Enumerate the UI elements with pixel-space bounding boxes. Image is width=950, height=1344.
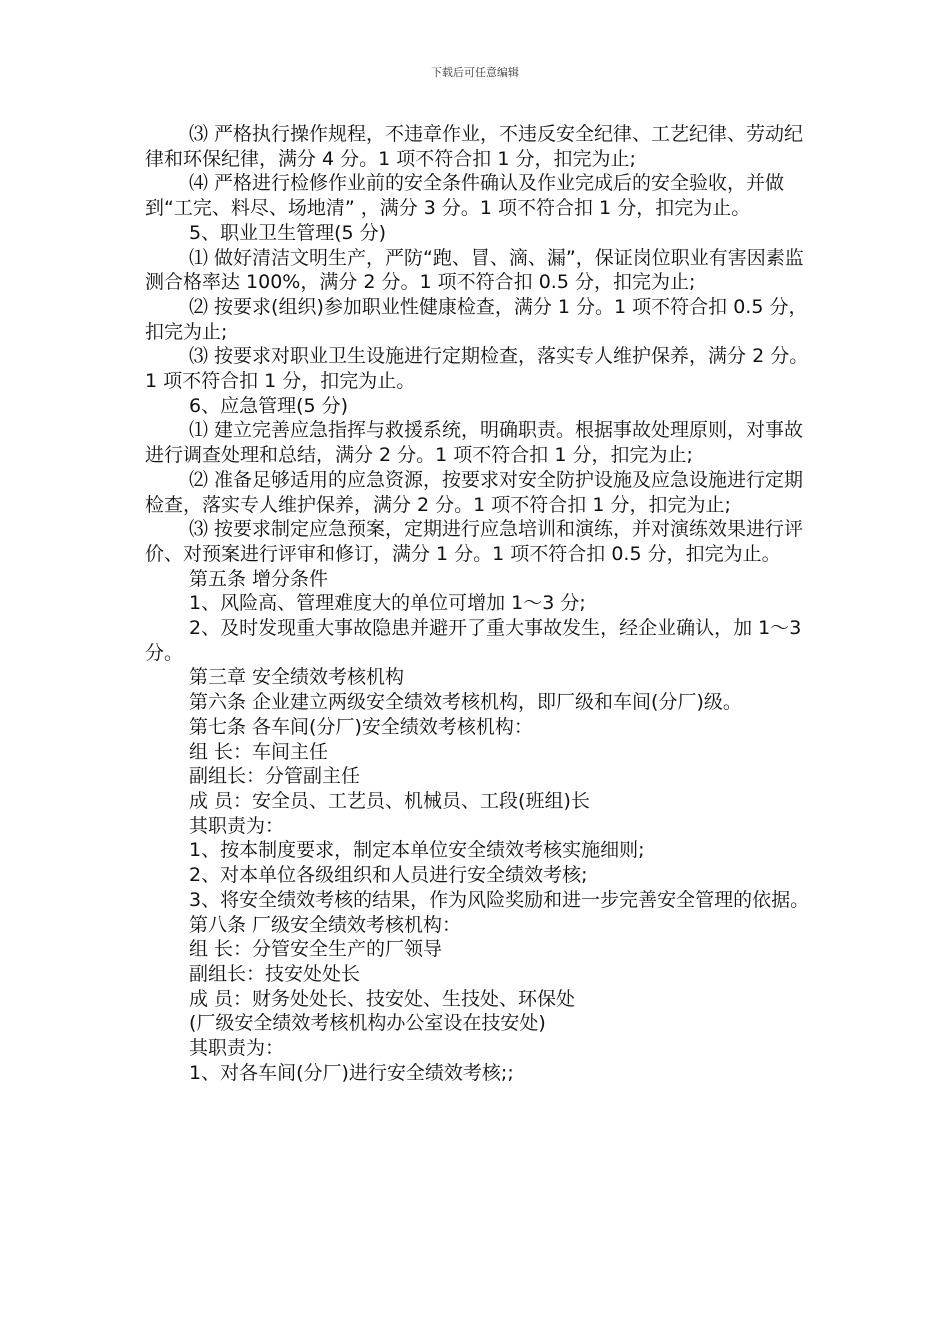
paragraph: 1、风险高、管理难度大的单位可增加 1～3 分; bbox=[189, 592, 586, 615]
paragraph: 1、对各车间(分厂)进行安全绩效考核;; bbox=[189, 1061, 514, 1084]
paragraph: ⑶ 按要求制定应急预案，定期进行应急培训和演练，并对演练效果进行评价、对预案进行评审和修订，满分 1 分。1 项不符合扣 0.5 分，扣完为止。 bbox=[145, 518, 804, 565]
paragraph: ⑵ 准备足够适用的应急资源，按要求对安全防护设施及应急设施进行定期检查，落实专人维护保养，满分 2 分。1 项不符合扣 1 分，扣完为止; bbox=[145, 468, 804, 516]
paragraph: ⑴ 做好清洁文明生产，严防“跑、冒、滴、漏”，保证岗位职业有害因素监测合格率达 100%，满分 2 分。1 项不符合扣 0.5 分，扣完为止; bbox=[145, 246, 804, 294]
paragraph: ⑵ 按要求(组织)参加职业性健康检查，满分 1 分。1 项不符合扣 0.5 分，扣完为止; bbox=[145, 295, 808, 343]
article-heading: 第五条 增分条件 bbox=[189, 567, 329, 590]
paragraph: 其职责为： bbox=[189, 1037, 285, 1060]
paragraph: 组 长：车间主任 bbox=[189, 740, 329, 763]
paragraph: 成 员：财务处处长、技安处、生技处、环保处 bbox=[189, 987, 576, 1010]
page-header: 下载后可任意编辑 bbox=[431, 66, 519, 79]
paragraph: ⑷ 严格进行检修作业前的安全条件确认及作业完成后的安全验收，并做到“工完、料尽、场地清” ，满分 3 分。1 项不符合扣 1 分，扣完为止。 bbox=[145, 172, 785, 220]
paragraph: 组 长：分管安全生产的厂领导 bbox=[189, 938, 443, 961]
paragraph: 其职责为： bbox=[189, 814, 285, 837]
section-heading: 6、应急管理(5 分) bbox=[189, 394, 349, 417]
article-heading: 第七条 各车间(分厂)安全绩效考核机构： bbox=[189, 715, 533, 738]
paragraph: (厂级安全绩效考核机构办公室设在技安处) bbox=[189, 1012, 546, 1035]
paragraph: 3、将安全绩效考核的结果，作为风险奖励和进一步完善安全管理的依据。 bbox=[189, 888, 810, 911]
paragraph: 副组长：技安处处长 bbox=[189, 962, 361, 985]
paragraph: 2、及时发现重大事故隐患并避开了重大事故发生，经企业确认，加 1～3 分。 bbox=[145, 617, 802, 664]
chapter-heading: 第三章 安全绩效考核机构 bbox=[189, 666, 405, 689]
paragraph: 第六条 企业建立两级安全绩效考核机构，即厂级和车间(分厂)级。 bbox=[189, 691, 742, 714]
section-heading: 5、职业卫生管理(5 分) bbox=[189, 221, 387, 244]
paragraph: 1、按本制度要求，制定本单位安全绩效考核实施细则; bbox=[189, 839, 645, 862]
paragraph: ⑴ 建立完善应急指挥与救援系统，明确职责。根据事故处理原则，对事故进行调查处理和总结，满分 2 分。1 项不符合扣 1 分，扣完为止; bbox=[145, 419, 804, 467]
article-heading: 第八条 厂级安全绩效考核机构： bbox=[189, 913, 462, 936]
paragraph: 成 员：安全员、工艺员、机械员、工段(班组)长 bbox=[189, 789, 590, 812]
paragraph: 2、对本单位各级组织和人员进行安全绩效考核; bbox=[189, 864, 588, 887]
paragraph: 副组长：分管副主任 bbox=[189, 765, 361, 788]
paragraph: ⑶ 按要求对职业卫生设施进行定期检查，落实专人维护保养，满分 2 分。1 项不符合扣 1 分，扣完为止。 bbox=[145, 345, 809, 393]
document-body bbox=[145, 122, 815, 1085]
paragraph: ⑶ 严格执行操作规程，不违章作业，不违反安全纪律、工艺纪律、劳动纪律和环保纪律，满分 4 分。1 项不符合扣 1 分，扣完为止; bbox=[145, 123, 804, 170]
